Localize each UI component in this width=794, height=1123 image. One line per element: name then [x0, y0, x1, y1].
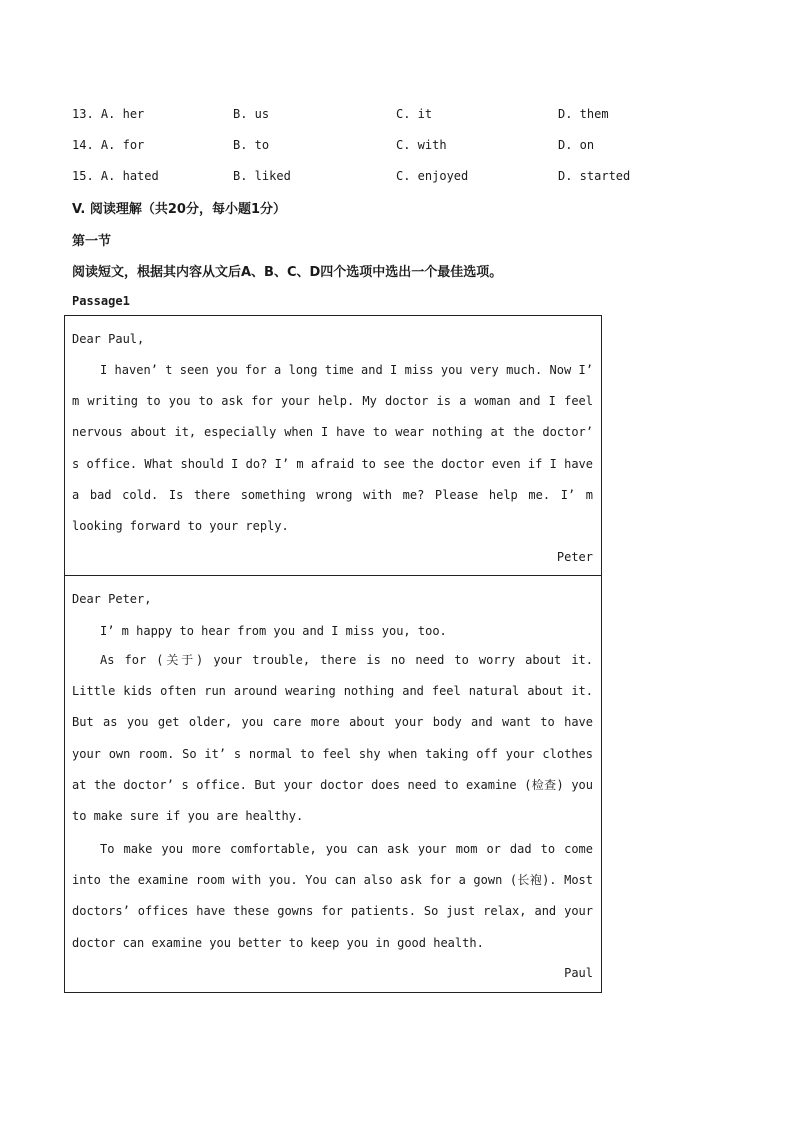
letter-box-peter — [64, 315, 602, 576]
option-row-15 — [72, 169, 672, 189]
section-instruction: 阅读短文，根据其内容从文后A、B、C、D四个选项中选出一个最佳选项。 — [72, 265, 503, 280]
option-c: C. enjoyed — [396, 169, 469, 183]
letter-paragraph-3: To make you more comfortable, you can ask your mom or dad to come into the examine room with you. You can also ask for a gown (长袍). Most doctors’ offices have these gowns for patients. So just relax, and your doctor can examine you better to keep you in good health. — [72, 842, 593, 950]
passage-label: Passage1 — [72, 294, 130, 308]
option-c: C. it — [396, 107, 433, 121]
option-b: B. us — [233, 107, 270, 121]
letter-paragraph-1: I’ m happy to hear from you and I miss you, too. — [100, 624, 447, 638]
letter-paragraph-2: As for (关于) your trouble, there is no need to worry about it. Little kids often run around wearing nothing and feel natural about it. But as you get older, you care more about your body and want to have your own room. So it’ s normal to feel shy when taking off your clothes at the doctor’ s office. But your doctor does need to examine (检查) you to make sure if you are healthy. — [72, 653, 593, 824]
option-d: D. on — [558, 138, 595, 152]
letter-greeting: Dear Peter, — [72, 592, 152, 606]
option-b: B. liked — [233, 169, 291, 183]
letter-box-paul — [64, 575, 602, 993]
letter-signature: Peter — [556, 550, 593, 564]
section-title: V. 阅读理解（共20分，每小题1分） — [72, 202, 286, 217]
letter-body: I haven’ t seen you for a long time and I miss you very much. Now I’ m writing to you to ask for your help. My doctor is a woman and I feel nervous about it, especially when I have to wear nothing at the doctor’ s office. What should I do? I’ m afraid to see the doctor even if I have a bad cold. Is there something wrong with me? Please help me. I’ m looking forward to your reply. — [72, 363, 593, 534]
option-a: 14. A. for — [72, 138, 145, 152]
option-a: 13. A. her — [72, 107, 145, 121]
section-part: 第一节 — [72, 234, 112, 249]
option-row-14 — [72, 138, 672, 158]
option-row-13 — [72, 107, 672, 127]
option-a: 15. A. hated — [72, 169, 159, 183]
option-d: D. them — [558, 107, 609, 121]
option-c: C. with — [396, 138, 447, 152]
letter-greeting: Dear Paul, — [72, 332, 145, 346]
letter-signature: Paul — [564, 966, 593, 980]
option-d: D. started — [558, 169, 631, 183]
option-b: B. to — [233, 138, 270, 152]
